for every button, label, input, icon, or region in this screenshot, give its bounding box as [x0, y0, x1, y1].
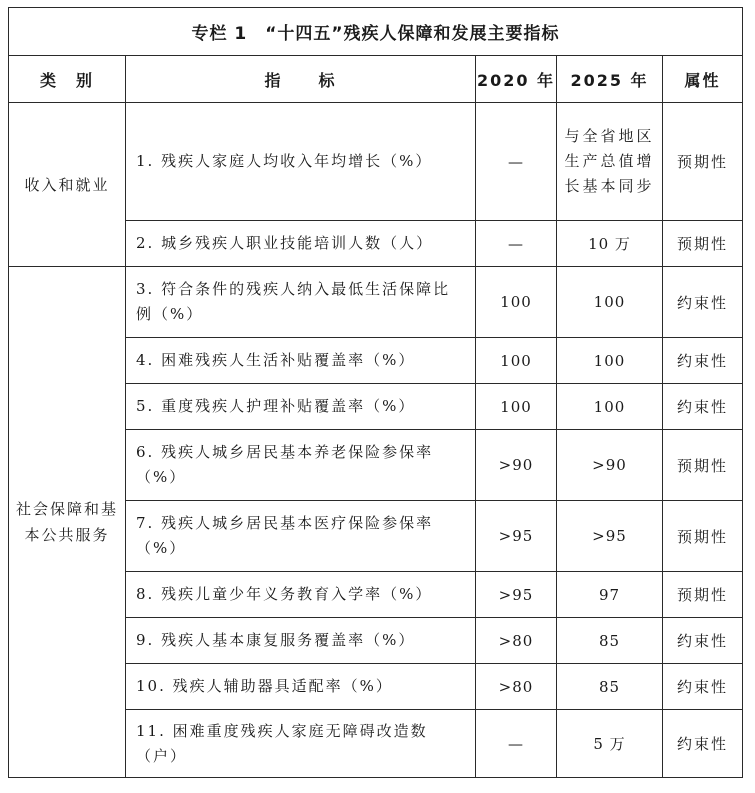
category-income: 收入和就业	[9, 103, 126, 267]
attribute-cell: 预期性	[663, 572, 743, 618]
value-2020: >90	[476, 430, 557, 501]
value-2025: 85	[557, 618, 663, 664]
value-2020: >80	[476, 618, 557, 664]
header-row	[9, 56, 743, 103]
value-2025: >95	[557, 501, 663, 572]
value-2025: >90	[557, 430, 663, 501]
table-title: 专栏 1 “十四五”残疾人保障和发展主要指标	[9, 8, 743, 56]
attribute-cell: 约束性	[663, 664, 743, 710]
category-social: 社会保障和基本公共服务	[9, 267, 126, 778]
indicator-cell: 6. 残疾人城乡居民基本养老保险参保率（%）	[126, 430, 476, 501]
value-2025: 与全省地区生产总值增长基本同步	[557, 103, 663, 221]
header-indicator: 指 标	[126, 56, 476, 103]
value-2020: >95	[476, 572, 557, 618]
attribute-cell: 约束性	[663, 267, 743, 338]
indicator-cell: 9. 残疾人基本康复服务覆盖率（%）	[126, 618, 476, 664]
value-2020: 100	[476, 384, 557, 430]
value-2020: —	[476, 103, 557, 221]
value-2020: >95	[476, 501, 557, 572]
value-2025: 10 万	[557, 221, 663, 267]
value-2025: 100	[557, 267, 663, 338]
indicator-cell: 4. 困难残疾人生活补贴覆盖率（%）	[126, 338, 476, 384]
value-2025: 97	[557, 572, 663, 618]
attribute-cell: 约束性	[663, 338, 743, 384]
indicator-cell: 1. 残疾人家庭人均收入年均增长（%）	[126, 103, 476, 221]
indicator-table	[8, 7, 743, 778]
value-2025: 100	[557, 384, 663, 430]
indicator-table-container	[8, 7, 742, 778]
value-2020: —	[476, 221, 557, 267]
value-2025: 85	[557, 664, 663, 710]
indicator-cell: 10. 残疾人辅助器具适配率（%）	[126, 664, 476, 710]
header-2020: 2020 年	[476, 56, 557, 103]
attribute-cell: 约束性	[663, 618, 743, 664]
value-2020: —	[476, 710, 557, 778]
value-2020: 100	[476, 267, 557, 338]
table-row	[9, 267, 743, 338]
attribute-cell: 预期性	[663, 221, 743, 267]
indicator-cell: 2. 城乡残疾人职业技能培训人数（人）	[126, 221, 476, 267]
table-row	[9, 103, 743, 221]
title-row	[9, 8, 743, 56]
value-2025: 5 万	[557, 710, 663, 778]
value-2025: 100	[557, 338, 663, 384]
indicator-cell: 5. 重度残疾人护理补贴覆盖率（%）	[126, 384, 476, 430]
attribute-cell: 预期性	[663, 103, 743, 221]
header-2025: 2025 年	[557, 56, 663, 103]
attribute-cell: 约束性	[663, 710, 743, 778]
attribute-cell: 约束性	[663, 384, 743, 430]
value-2020: 100	[476, 338, 557, 384]
attribute-cell: 预期性	[663, 501, 743, 572]
indicator-cell: 8. 残疾儿童少年义务教育入学率（%）	[126, 572, 476, 618]
value-2020: >80	[476, 664, 557, 710]
header-category: 类 别	[9, 56, 126, 103]
indicator-cell: 7. 残疾人城乡居民基本医疗保险参保率（%）	[126, 501, 476, 572]
attribute-cell: 预期性	[663, 430, 743, 501]
indicator-cell: 3. 符合条件的残疾人纳入最低生活保障比例（%）	[126, 267, 476, 338]
indicator-cell: 11. 困难重度残疾人家庭无障碍改造数（户）	[126, 710, 476, 778]
header-attribute: 属性	[663, 56, 743, 103]
